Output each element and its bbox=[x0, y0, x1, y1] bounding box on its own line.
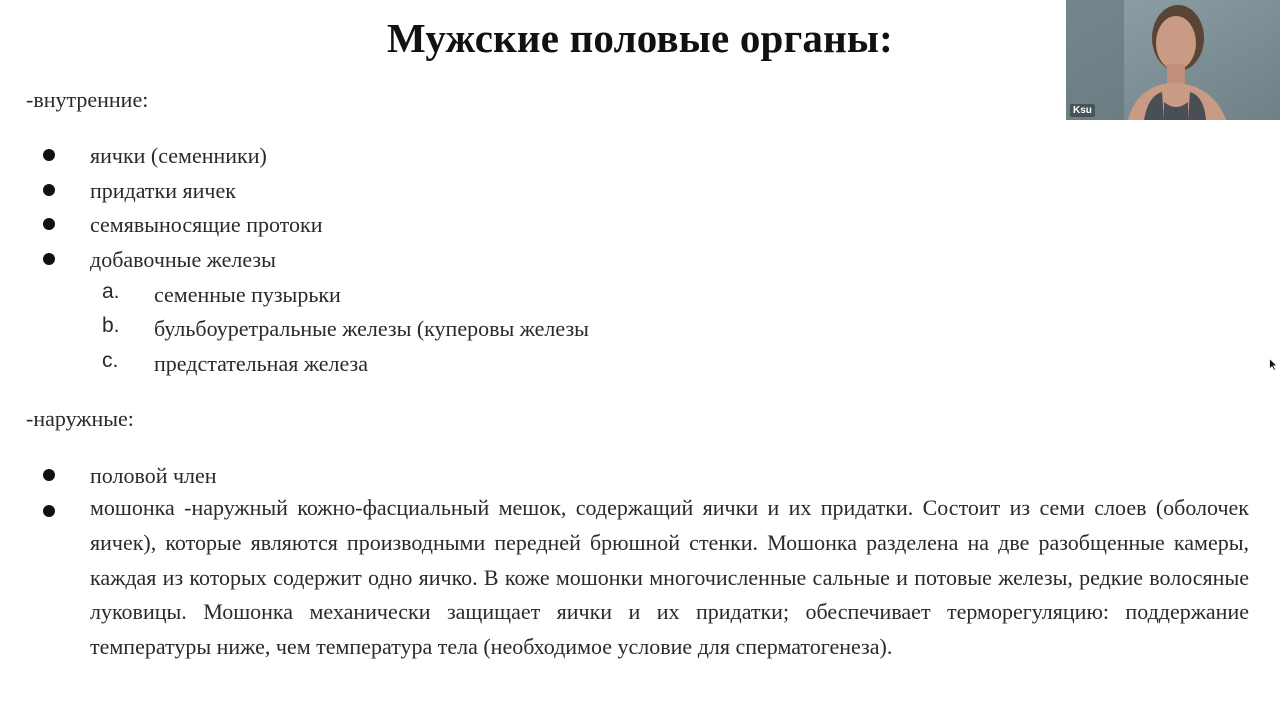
list-item-text: яички (семенники) bbox=[90, 143, 267, 168]
sub-list-marker: b. bbox=[102, 314, 120, 337]
bullet-icon bbox=[43, 505, 55, 517]
bullet-icon bbox=[43, 184, 55, 196]
bullet-icon bbox=[43, 469, 55, 481]
sub-list-item-text: предстательная железа bbox=[154, 351, 368, 376]
sub-list-marker: a. bbox=[102, 280, 120, 303]
list-item-paragraph: мошонка -наружный кожно-фасциальный мешок, содержащий яички и их придатки. Состоит из семи слоев (оболочек яичек), которые являются производными передней брюшной стенки. Мошонка разделена на две разобщенные камеры, каждая из которых содержит одно яичко. В коже мошонки многочисленные сальные и потовые железы, редкие волосяные луковицы. Мошонка механически защищает яички и их придатки; обеспечивает терморегуляцию: поддержание температуры ниже, чем температура тела (необходимое условие для сперматогенеза). bbox=[90, 495, 1249, 660]
bullet-icon bbox=[43, 149, 55, 161]
slide-title: Мужские половые органы: bbox=[387, 15, 893, 61]
bullet-icon bbox=[43, 218, 55, 230]
bullet-icon bbox=[43, 253, 55, 265]
sub-list-item-text: семенные пузырьки bbox=[154, 282, 341, 307]
sub-list-marker: c. bbox=[102, 349, 119, 372]
participant-video-feed bbox=[1066, 0, 1280, 120]
list-item-text: добавочные железы bbox=[90, 247, 276, 272]
mouse-pointer-icon bbox=[1269, 358, 1278, 371]
participant-name-label: Ksu bbox=[1070, 104, 1095, 117]
list-item-text: половой член bbox=[90, 463, 217, 488]
list-item-text: придатки яичек bbox=[90, 178, 236, 203]
sub-list-item-text: бульбоуретральные железы (куперовы железы bbox=[154, 316, 589, 341]
internal-section-label: -внутренние: bbox=[26, 87, 149, 112]
participant-video-tile[interactable] bbox=[1066, 0, 1280, 120]
external-section-label: -наружные: bbox=[26, 406, 134, 431]
list-item-text: семявыносящие протоки bbox=[90, 212, 323, 237]
